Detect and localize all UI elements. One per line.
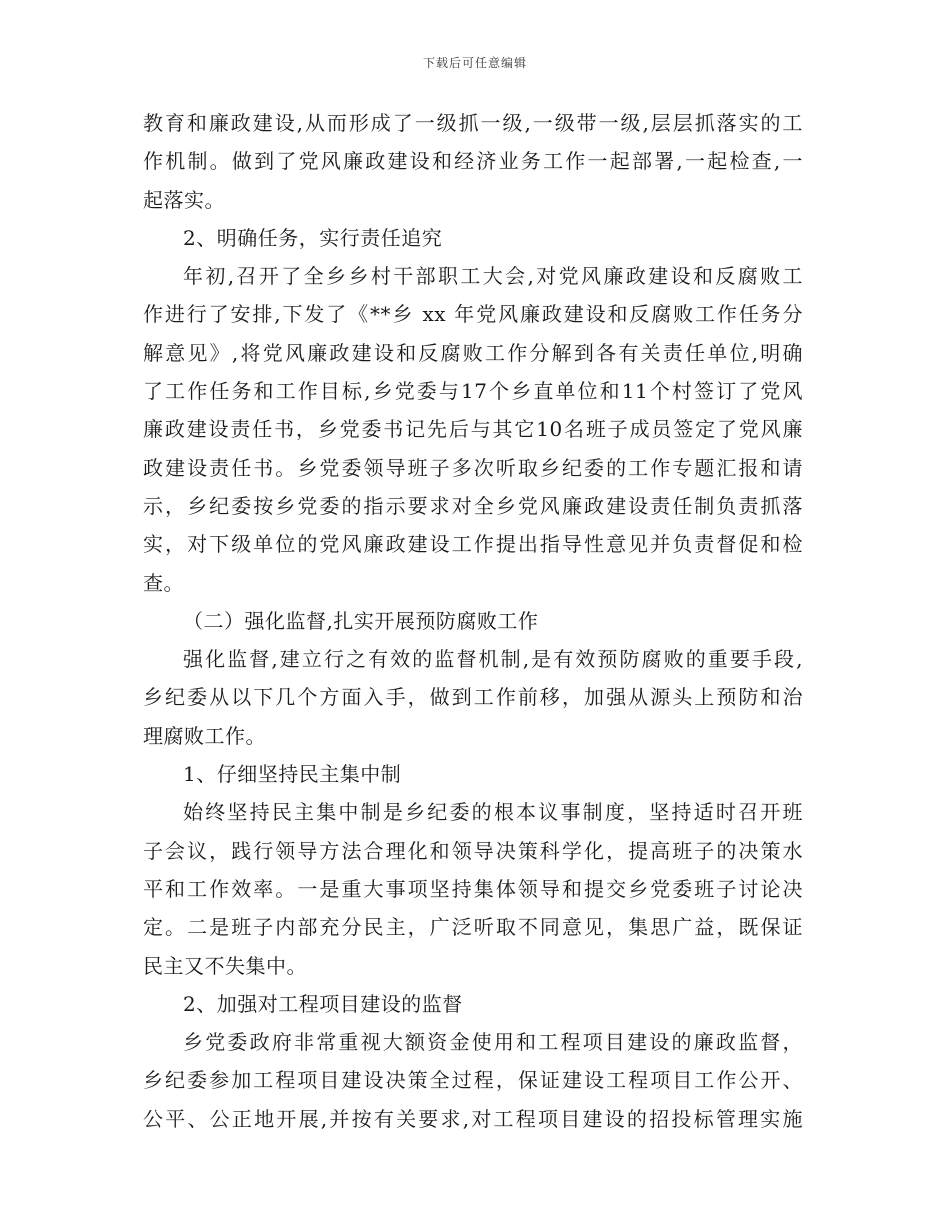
text-line: 始终坚持民主集中制是乡纪委的根本议事制度，坚持适时召开班	[183, 800, 803, 825]
text-line: 强化监督,建立行之有效的监督机制,是有效预防腐败的重要手段,	[183, 647, 803, 672]
text-line: （二）强化监督,扎实开展预防腐败工作	[183, 608, 539, 633]
text-line: 廉政建设责任书，乡党委书记先后与其它10名班子成员签定了党风廉	[143, 417, 803, 442]
text-line: 民主又不失集中。	[143, 953, 307, 978]
text-line: 教育和廉政建设,从而形成了一级抓一级,一级带一级,层层抓落实的工	[143, 111, 803, 135]
text-line: 了工作任务和工作目标,乡党委与17个乡直单位和11个村签订了党风	[143, 379, 803, 404]
text-line: 定。二是班子内部充分民主，广泛听取不同意见，集思广益，既保证	[143, 915, 803, 940]
text-line: 2、明确任务，实行责任追究	[183, 225, 443, 250]
text-line: 理腐败工作。	[143, 723, 266, 748]
text-line: 平和工作效率。一是重大事项坚持集体领导和提交乡党委班子讨论决	[143, 876, 803, 901]
text-line: 乡纪委参加工程项目建设决策全过程，保证建设工程项目工作公开、	[143, 1068, 803, 1093]
text-line: 示，乡纪委按乡党委的指示要求对全乡党风廉政建设责任制负责抓落	[143, 493, 803, 518]
text-line: 乡纪委从以下几个方面入手，做到工作前移，加强从源头上预防和治	[143, 685, 803, 710]
document-body	[143, 104, 803, 1138]
text-line: 作进行了安排,下发了《**乡 xx 年党风廉政建设和反腐败工作任务分	[143, 302, 803, 327]
text-line: 政建设责任书。乡党委领导班子多次听取乡纪委的工作专题汇报和请	[143, 455, 803, 480]
text-line: 子会议，践行领导方法合理化和领导决策科学化，提高班子的决策水	[143, 838, 803, 863]
page-header: 下载后可任意编辑	[422, 56, 527, 70]
text-line: 实，对下级单位的党风廉政建设工作提出指导性意见并负责督促和检	[143, 532, 803, 557]
text-line: 1、仔细坚持民主集中制	[183, 762, 402, 787]
text-line: 起落实。	[143, 187, 225, 212]
text-line: 解意见》,将党风廉政建设和反腐败工作分解到各有关责任单位,明确	[143, 340, 803, 365]
text-line: 公平、公正地开展,并按有关要求,对工程项目建设的招投标管理实施	[143, 1106, 803, 1131]
text-line: 查。	[143, 570, 184, 595]
text-line: 2、加强对工程项目建设的监督	[183, 991, 463, 1016]
text-line: 乡党委政府非常重视大额资金使用和工程项目建设的廉政监督，	[183, 1030, 803, 1055]
text-line: 作机制。做到了党风廉政建设和经济业务工作一起部署,一起检查,一	[143, 149, 803, 174]
text-line: 年初,召开了全乡乡村干部职工大会,对党风廉政建设和反腐败工	[183, 264, 803, 289]
